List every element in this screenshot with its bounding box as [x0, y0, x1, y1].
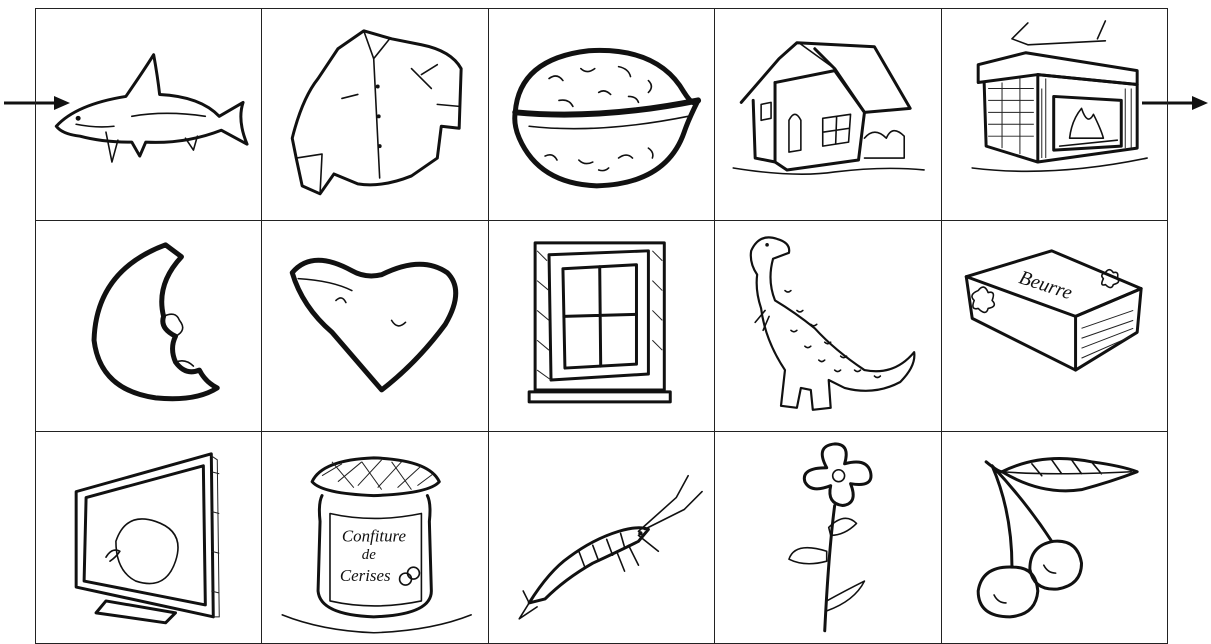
picture-grid	[35, 8, 1168, 644]
cell-moon	[36, 221, 262, 433]
cell-fireplace	[942, 9, 1168, 221]
shrimp-icon	[489, 432, 714, 643]
cell-heart	[262, 221, 488, 433]
fireplace-icon	[942, 9, 1167, 220]
shark-icon	[36, 9, 261, 220]
cell-walnut	[489, 9, 715, 221]
cell-cherries	[942, 432, 1168, 644]
tv-screen-icon	[36, 432, 261, 643]
butter-label: Beurre	[1015, 266, 1075, 304]
shirt-icon	[262, 9, 487, 220]
dinosaur-icon	[715, 221, 940, 432]
cell-shrimp	[489, 432, 715, 644]
jam-label-line1: Confiture	[342, 526, 407, 546]
cell-jam	[262, 432, 488, 644]
cherries-icon	[942, 432, 1167, 643]
moon-icon	[36, 221, 261, 432]
walnut-icon	[489, 9, 714, 220]
butter-box-icon	[942, 221, 1167, 432]
cell-shark	[36, 9, 262, 221]
heart-icon	[262, 221, 487, 432]
cell-house	[715, 9, 941, 221]
cell-window	[489, 221, 715, 433]
jam-label-line2: de	[362, 547, 377, 564]
cell-dinosaur	[715, 221, 941, 433]
window-icon	[489, 221, 714, 432]
cell-shirt	[262, 9, 488, 221]
cell-tv	[36, 432, 262, 644]
cell-flower	[715, 432, 941, 644]
flower-icon	[715, 432, 940, 643]
house-icon	[715, 9, 940, 220]
jam-label-line3: Cerises	[340, 566, 391, 586]
jam-jar-icon	[262, 432, 487, 643]
cell-butter	[942, 221, 1168, 433]
